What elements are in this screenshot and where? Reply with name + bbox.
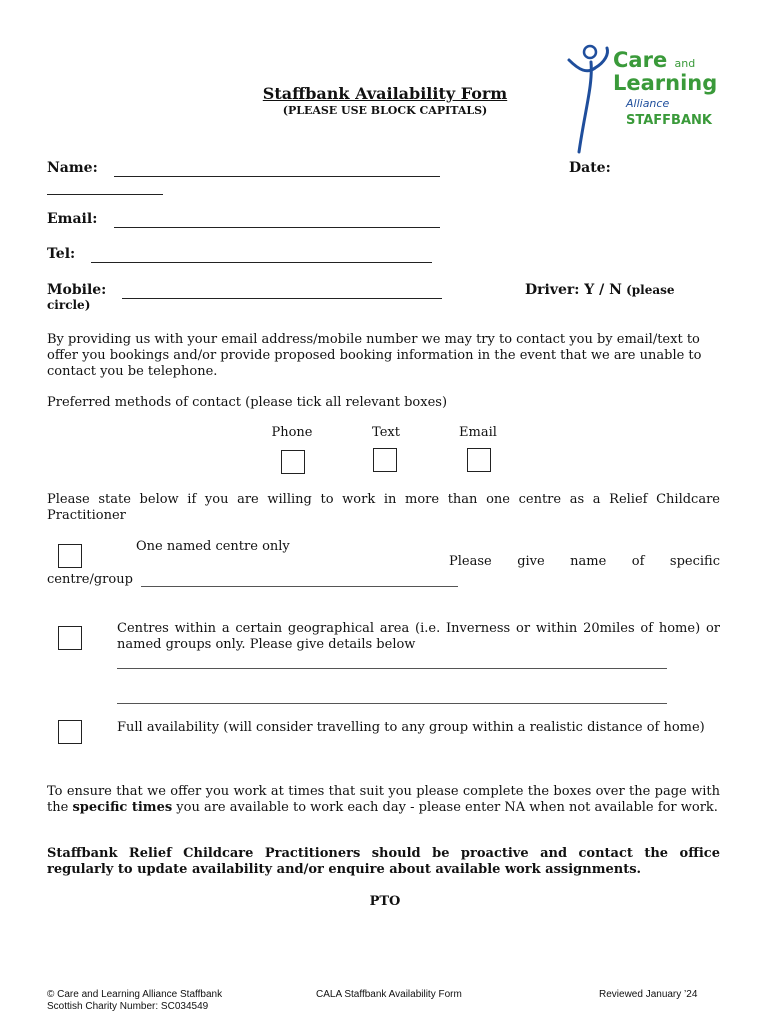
driver-note: (please — [626, 283, 675, 297]
form-subtitle: (PLEASE USE BLOCK CAPITALS) — [282, 104, 488, 117]
one-centre-checkbox[interactable] — [58, 544, 82, 568]
contact-intro: Preferred methods of contact (please tick all relevant boxes) — [47, 395, 448, 410]
form-title: Staffbank Availability Form — [262, 84, 508, 103]
email-field[interactable] — [114, 213, 440, 228]
geographic-area-checkbox[interactable] — [58, 626, 82, 650]
text-checkbox[interactable] — [373, 448, 397, 472]
email-label: Email: — [47, 211, 98, 227]
phone-label: Phone — [271, 425, 313, 440]
full-availability-checkbox[interactable] — [58, 720, 82, 744]
centre-group-label: centre/group — [47, 572, 133, 587]
cala-logo — [565, 40, 735, 155]
name-label: Name: — [47, 160, 98, 176]
times-text — [47, 784, 720, 816]
logo-learning: Learning — [613, 71, 718, 95]
phone-checkbox[interactable] — [281, 450, 305, 474]
geographic-area-label: Centres within a certain geographical area (i.e. Inverness or within 20miles of home) or named groups only. Please give details below — [117, 621, 720, 652]
one-centre-prompt: Please give name of specific — [449, 554, 720, 569]
one-centre-label: One named centre only — [136, 539, 290, 554]
tel-field[interactable] — [91, 248, 432, 263]
logo-staffbank: STAFFBANK — [626, 113, 712, 128]
consent-text: By providing us with your email address/mobile number we may try to contact you by email/text to offer you bookings and/or provide proposed booking information in the event that we are unable to contact you be telephone. — [47, 332, 702, 379]
driver-field[interactable] — [525, 282, 675, 298]
area-details-line-1[interactable] — [117, 655, 667, 669]
email-checkbox[interactable] — [467, 448, 491, 472]
times-text-bold: specific times — [72, 800, 173, 815]
tel-label: Tel: — [47, 246, 76, 262]
full-availability-label: Full availability (will consider travelling to any group within a realistic distance of home) — [117, 720, 705, 735]
footer-reviewed: Reviewed January ’24 — [599, 989, 698, 1000]
driver-label: Driver: Y / N — [525, 282, 622, 298]
date-field[interactable] — [47, 181, 163, 195]
logo-care: Care — [613, 48, 668, 72]
proactive-notice: Staffbank Relief Childcare Practitioners should be proactive and contact the office regularly to update availability and/or enquire about available work assignments. — [47, 846, 720, 877]
pto-label: PTO — [369, 894, 401, 909]
centres-intro: Please state below if you are willing to work in more than one centre as a Relief Childcare Practitioner — [47, 492, 720, 523]
times-text-post: you are available to work each day - please enter NA when not available for work. — [172, 800, 718, 815]
mobile-label: Mobile: — [47, 282, 107, 298]
centre-group-field[interactable] — [141, 573, 458, 587]
circle-note: circle) — [47, 298, 91, 312]
logo-alliance: Alliance — [626, 97, 670, 110]
date-label: Date: — [569, 160, 611, 176]
mobile-field[interactable] — [122, 284, 442, 299]
logo-and: and — [674, 57, 696, 70]
footer-copyright: © Care and Learning Alliance Staffbank — [47, 989, 223, 1000]
footer-charity-number: Scottish Charity Number: SC034549 — [47, 1001, 209, 1012]
footer-form-name: CALA Staffbank Availability Form — [316, 989, 462, 1000]
email-option-label: Email — [459, 425, 497, 440]
text-label: Text — [372, 425, 400, 440]
area-details-line-2[interactable] — [117, 690, 667, 704]
name-field[interactable] — [114, 162, 440, 177]
times-text-pre: To ensure that we offer you work at times that suit you please complete the boxes over the page with the — [47, 784, 720, 815]
